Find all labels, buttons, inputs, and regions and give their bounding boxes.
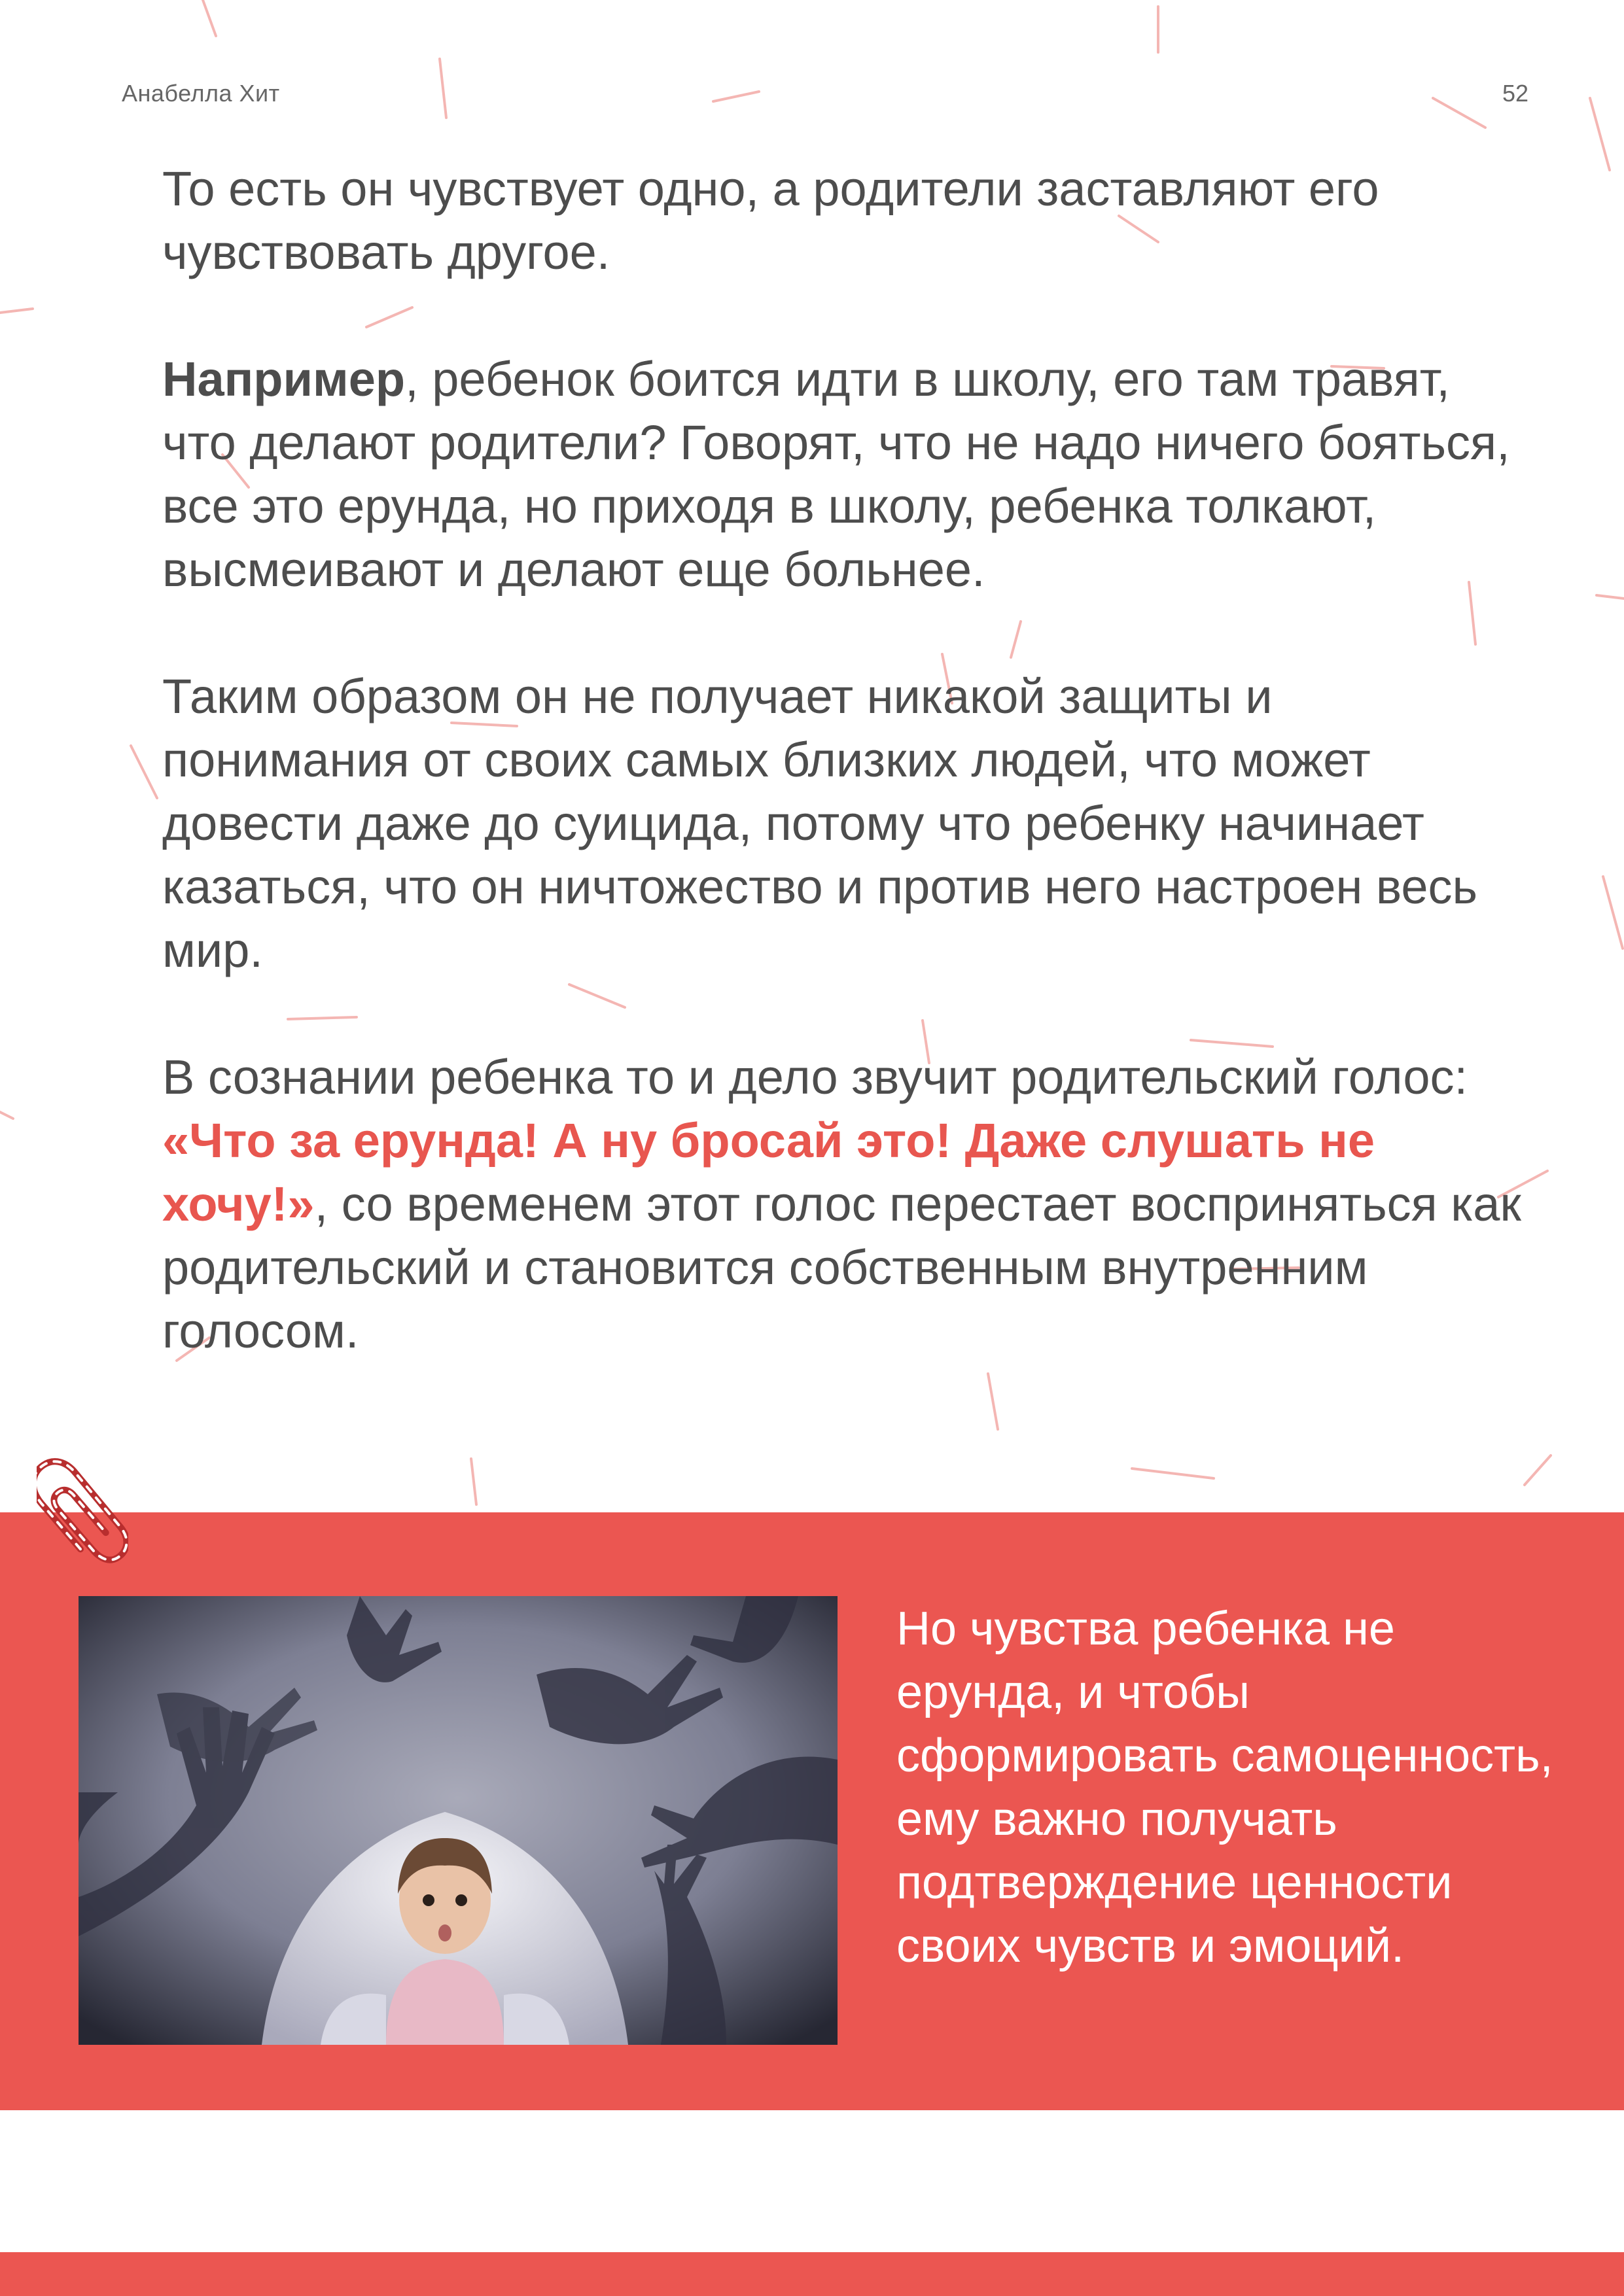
callout-text: Но чувства ребенка не ерунда, и чтобы сформировать самоценность, ему важно получать подтверждение ценности своих чувств и эмоций. (896, 1603, 1553, 1972)
paragraph-2 (162, 347, 1523, 601)
footer-bar (0, 2252, 1624, 2296)
paragraph-4 (162, 1045, 1523, 1363)
paragraph-3: Таким образом он не получает никакой защиты и понимания от своих самых близких людей, что может довести даже до суицида, потому что ребенку начинает казаться, что он ничтожество и против него настроен весь мир. (162, 669, 1478, 977)
paragraph-1: То есть он чувствует одно, а родители заставляют его чувствовать другое. (162, 162, 1379, 279)
body-text (162, 157, 1523, 1363)
scared-child-photo (79, 1596, 838, 2045)
paperclip-icon (37, 1446, 128, 1576)
header-author: Анабелла Хит (122, 80, 280, 107)
paragraph-2-bold: Например (162, 352, 406, 406)
paragraph-4-start: В сознании ребенка то и дело звучит родительский голос: (162, 1050, 1468, 1104)
paragraph-4-end: , со временем этот голос перестает восприняться как родительский и становится собственным внутренним голосом. (162, 1177, 1521, 1358)
parent-voice-quote: «Что за ерунда! А ну бросай это! Даже слушать не хочу!» (162, 1113, 1375, 1231)
page-number: 52 (1502, 80, 1528, 107)
paragraph-2-rest: , ребенок боится идти в школу, его там травят, что делают родители? Говорят, что не надо ничего бояться, все это ерунда, но приходя в школу, ребенка толкают, высмеивают и делают еще больнее. (162, 352, 1510, 597)
callout-panel (0, 1512, 1624, 2110)
